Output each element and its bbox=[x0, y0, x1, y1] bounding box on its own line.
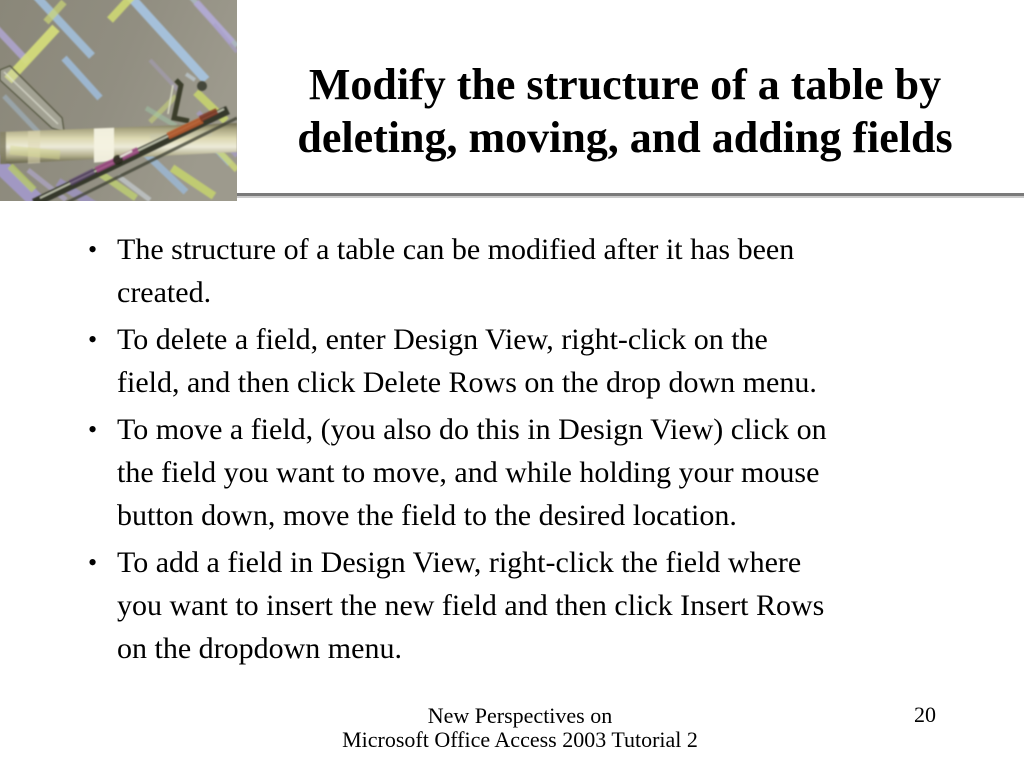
bullet-marker-icon: • bbox=[88, 415, 98, 444]
bullet-marker-icon: • bbox=[88, 325, 98, 354]
bullet-marker-icon: • bbox=[88, 548, 98, 577]
bullet-text-line: To move a field, (you also do this in Design View) click on bbox=[117, 413, 827, 446]
bullet-item bbox=[88, 541, 968, 670]
bullet-text-line: the field you want to move, and while holding your mouse bbox=[117, 456, 820, 489]
slide-title-line: deleting, moving, and adding fields bbox=[297, 113, 953, 162]
footer-credit-line: New Perspectives on bbox=[427, 703, 613, 728]
bullet-marker-icon: • bbox=[88, 235, 98, 264]
bullet-item bbox=[88, 318, 968, 404]
footer-credit bbox=[320, 704, 720, 751]
bullet-text-line: on the dropdown menu. bbox=[117, 632, 402, 665]
bullet-text-line: button down, move the field to the desired location. bbox=[117, 499, 737, 532]
abstract-ribbons-photo-graphic bbox=[0, 0, 237, 201]
bullet-text-line: To delete a field, enter Design View, right-click on the bbox=[117, 323, 768, 356]
bullet-text-line: To add a field in Design View, right-click the field where bbox=[117, 546, 802, 579]
page-number: 20 bbox=[914, 702, 936, 727]
slide-title-line: Modify the structure of a table by bbox=[308, 60, 942, 109]
bullet-item bbox=[88, 228, 968, 314]
bullet-text-line: The structure of a table can be modified after it has been bbox=[117, 233, 795, 266]
bullet-item bbox=[88, 408, 968, 537]
slide-body bbox=[88, 228, 968, 670]
bullet-text-line: created. bbox=[117, 276, 212, 309]
slide-title bbox=[240, 58, 1010, 164]
footer-credit-line: Microsoft Office Access 2003 Tutorial 2 bbox=[342, 726, 698, 752]
slide-photo bbox=[0, 0, 237, 201]
bullet-text-line: field, and then click Delete Rows on the drop down menu. bbox=[117, 366, 817, 399]
bullet-text-line: you want to insert the new field and then click Insert Rows bbox=[117, 589, 825, 622]
